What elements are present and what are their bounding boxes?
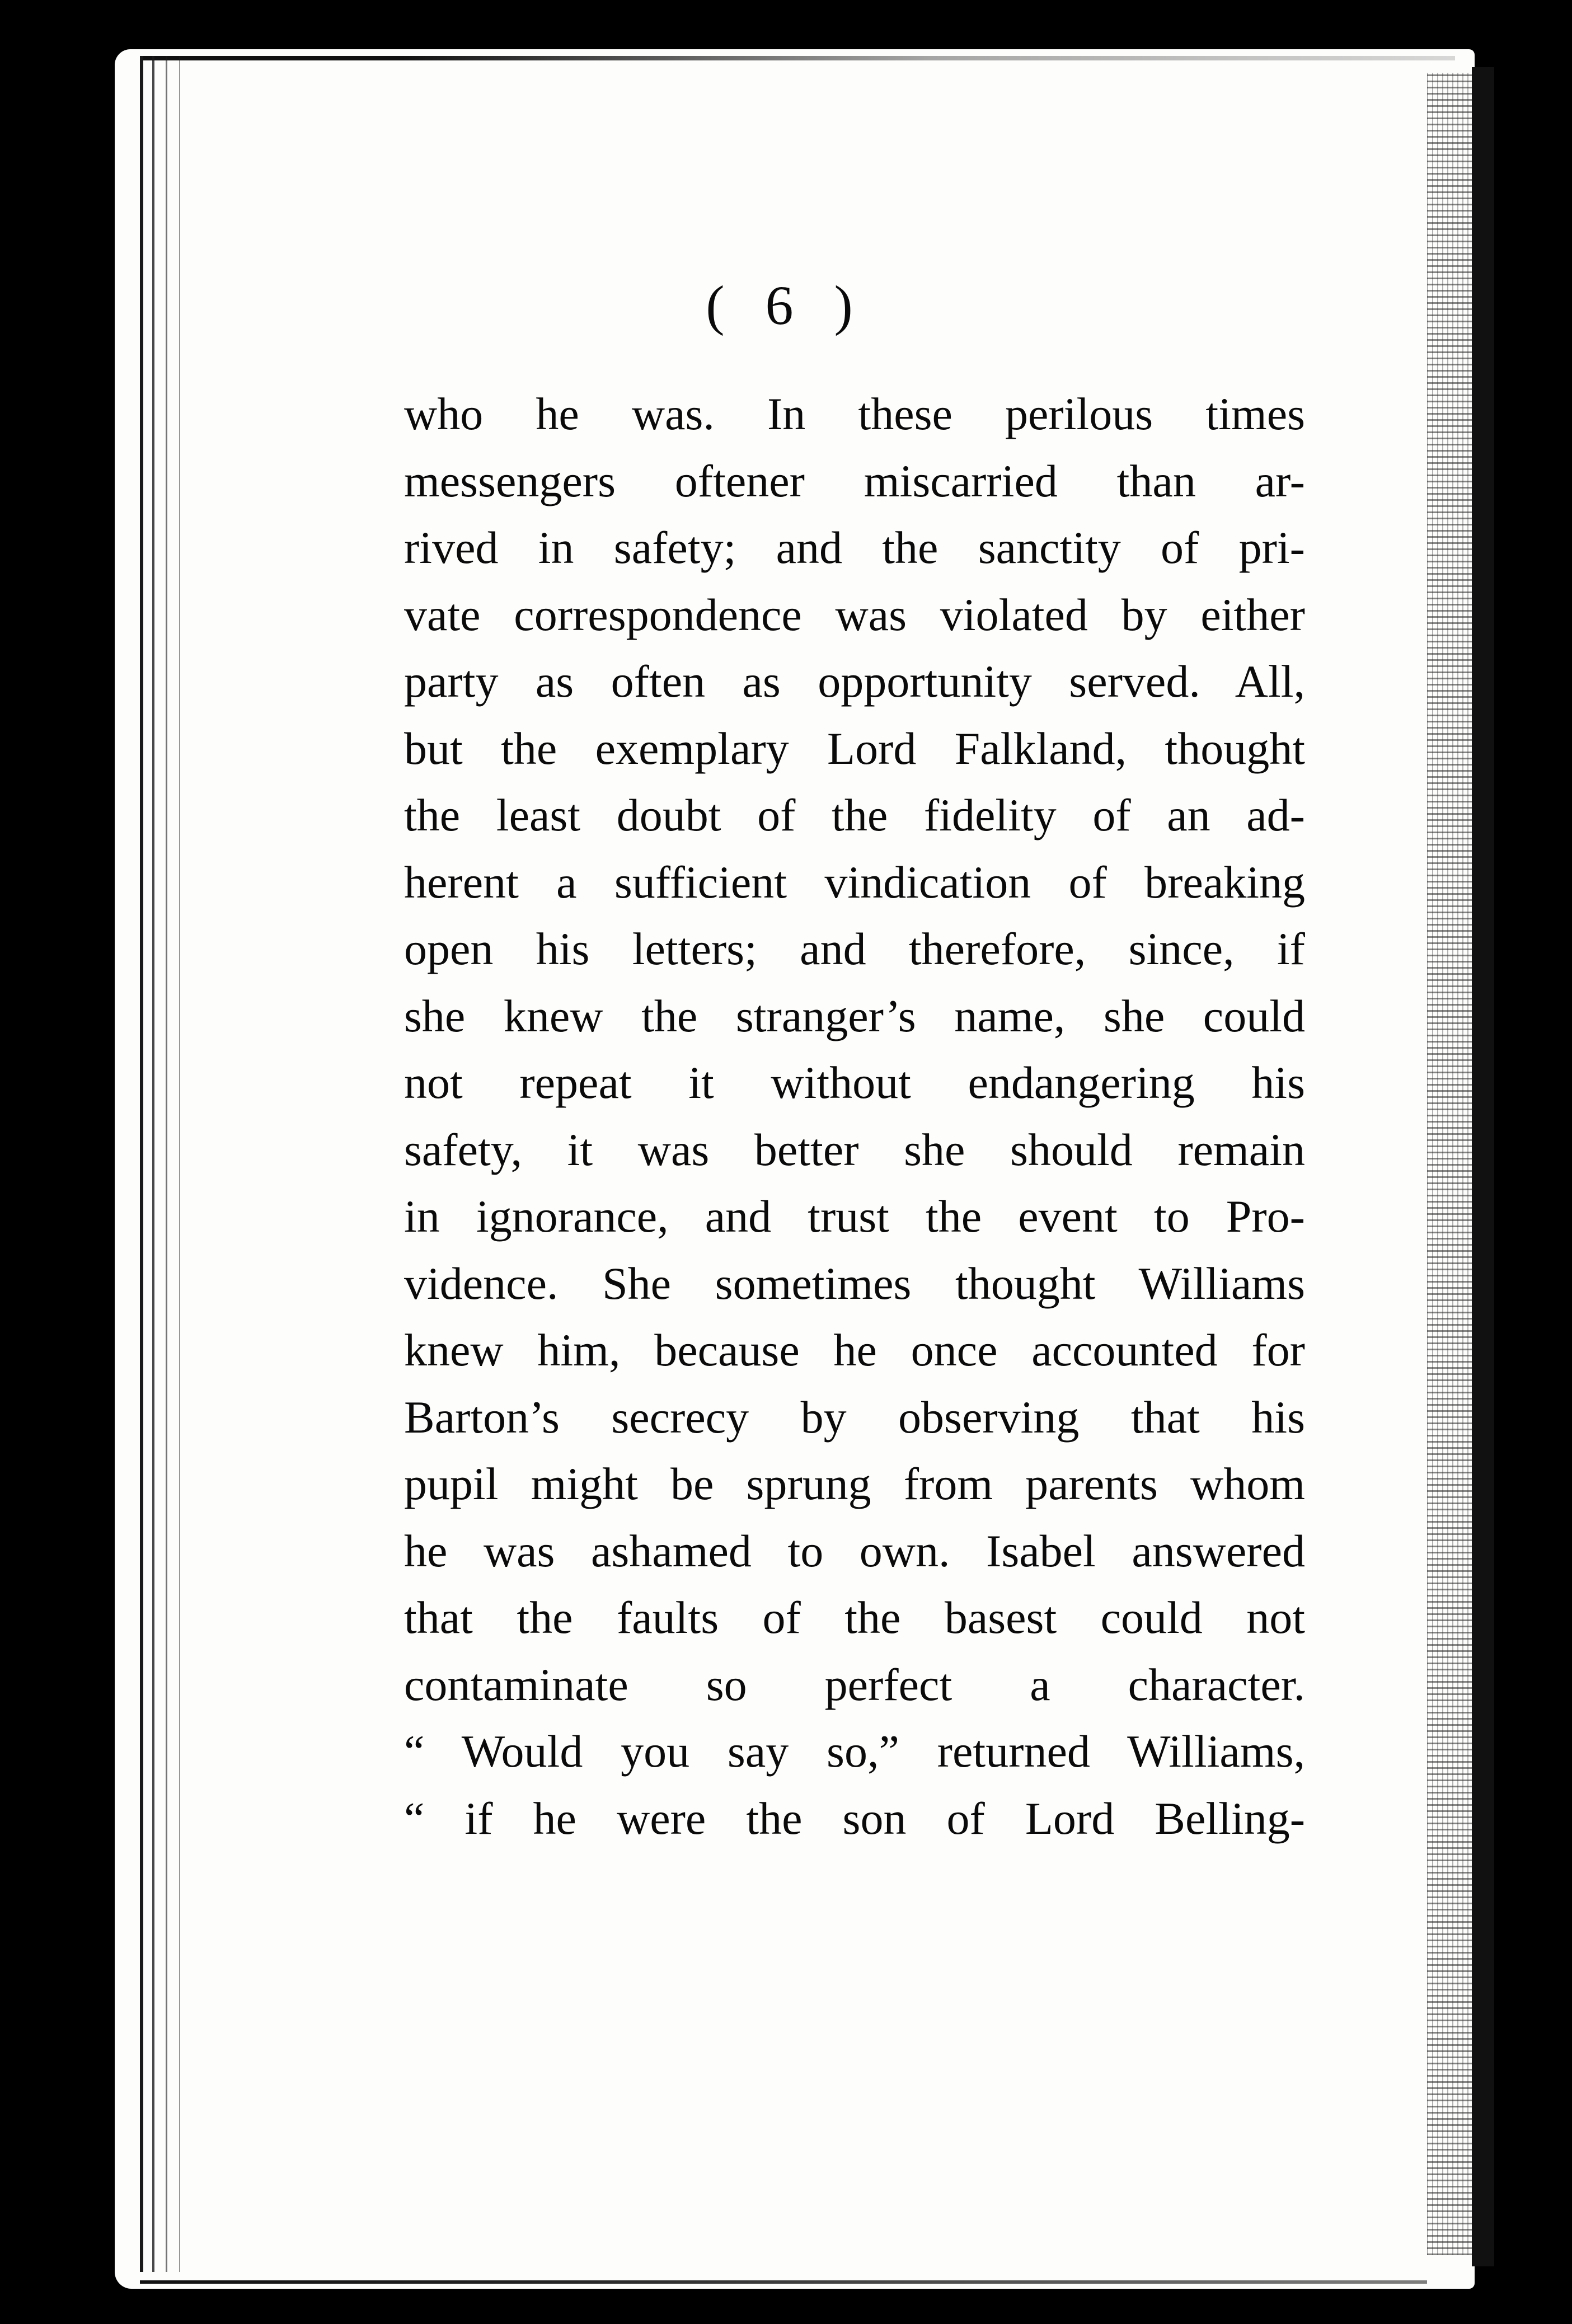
text-line: Barton’s secrecy by observing that his <box>404 1391 1305 1443</box>
text-line: safety, it was better she should remain <box>404 1124 1305 1175</box>
text-line: vidence. She sometimes thought Williams <box>404 1257 1305 1309</box>
text-line: not repeat it without endangering his <box>404 1057 1305 1108</box>
page-top-edge <box>140 56 1455 60</box>
text-line: rived in safety; and the sanctity of pri- <box>404 522 1305 573</box>
body-text <box>404 381 1305 1852</box>
text-line: the least doubt of the fidelity of an ad- <box>404 790 1305 841</box>
binding-gutter <box>140 56 185 2272</box>
text-line: that the faults of the basest could not <box>404 1592 1305 1643</box>
text-line: party as often as opportunity served. All, <box>404 656 1305 707</box>
text-line: she knew the stranger’s name, she could <box>404 990 1305 1041</box>
text-line: open his letters; and therefore, since, if <box>404 923 1305 974</box>
text-line: messengers oftener miscarried than ar- <box>404 455 1305 506</box>
text-line: contaminate so perfect a character. <box>404 1659 1305 1710</box>
text-line: “ if he were the son of Lord Belling- <box>404 1792 1305 1844</box>
text-line: in ignorance, and trust the event to Pro- <box>404 1191 1305 1242</box>
text-line: pupil might be sprung from parents whom <box>404 1458 1305 1509</box>
text-line: knew him, because he once accounted for <box>404 1325 1305 1375</box>
text-line: herent a sufficient vindication of breaking <box>404 856 1305 908</box>
text-line: who he was. In these perilous times <box>404 388 1305 439</box>
text-line: “ Would you say so,” returned Williams, <box>404 1726 1305 1777</box>
text-line: he was ashamed to own. Isabel answered <box>404 1525 1305 1576</box>
right-dark-border <box>1472 67 1494 2266</box>
page-bottom-edge <box>140 2280 1427 2284</box>
text-line: vate correspondence was violated by either <box>404 589 1305 640</box>
page-number: ( 6 ) <box>706 274 866 336</box>
text-line: but the exemplary Lord Falkland, thought <box>404 722 1305 774</box>
